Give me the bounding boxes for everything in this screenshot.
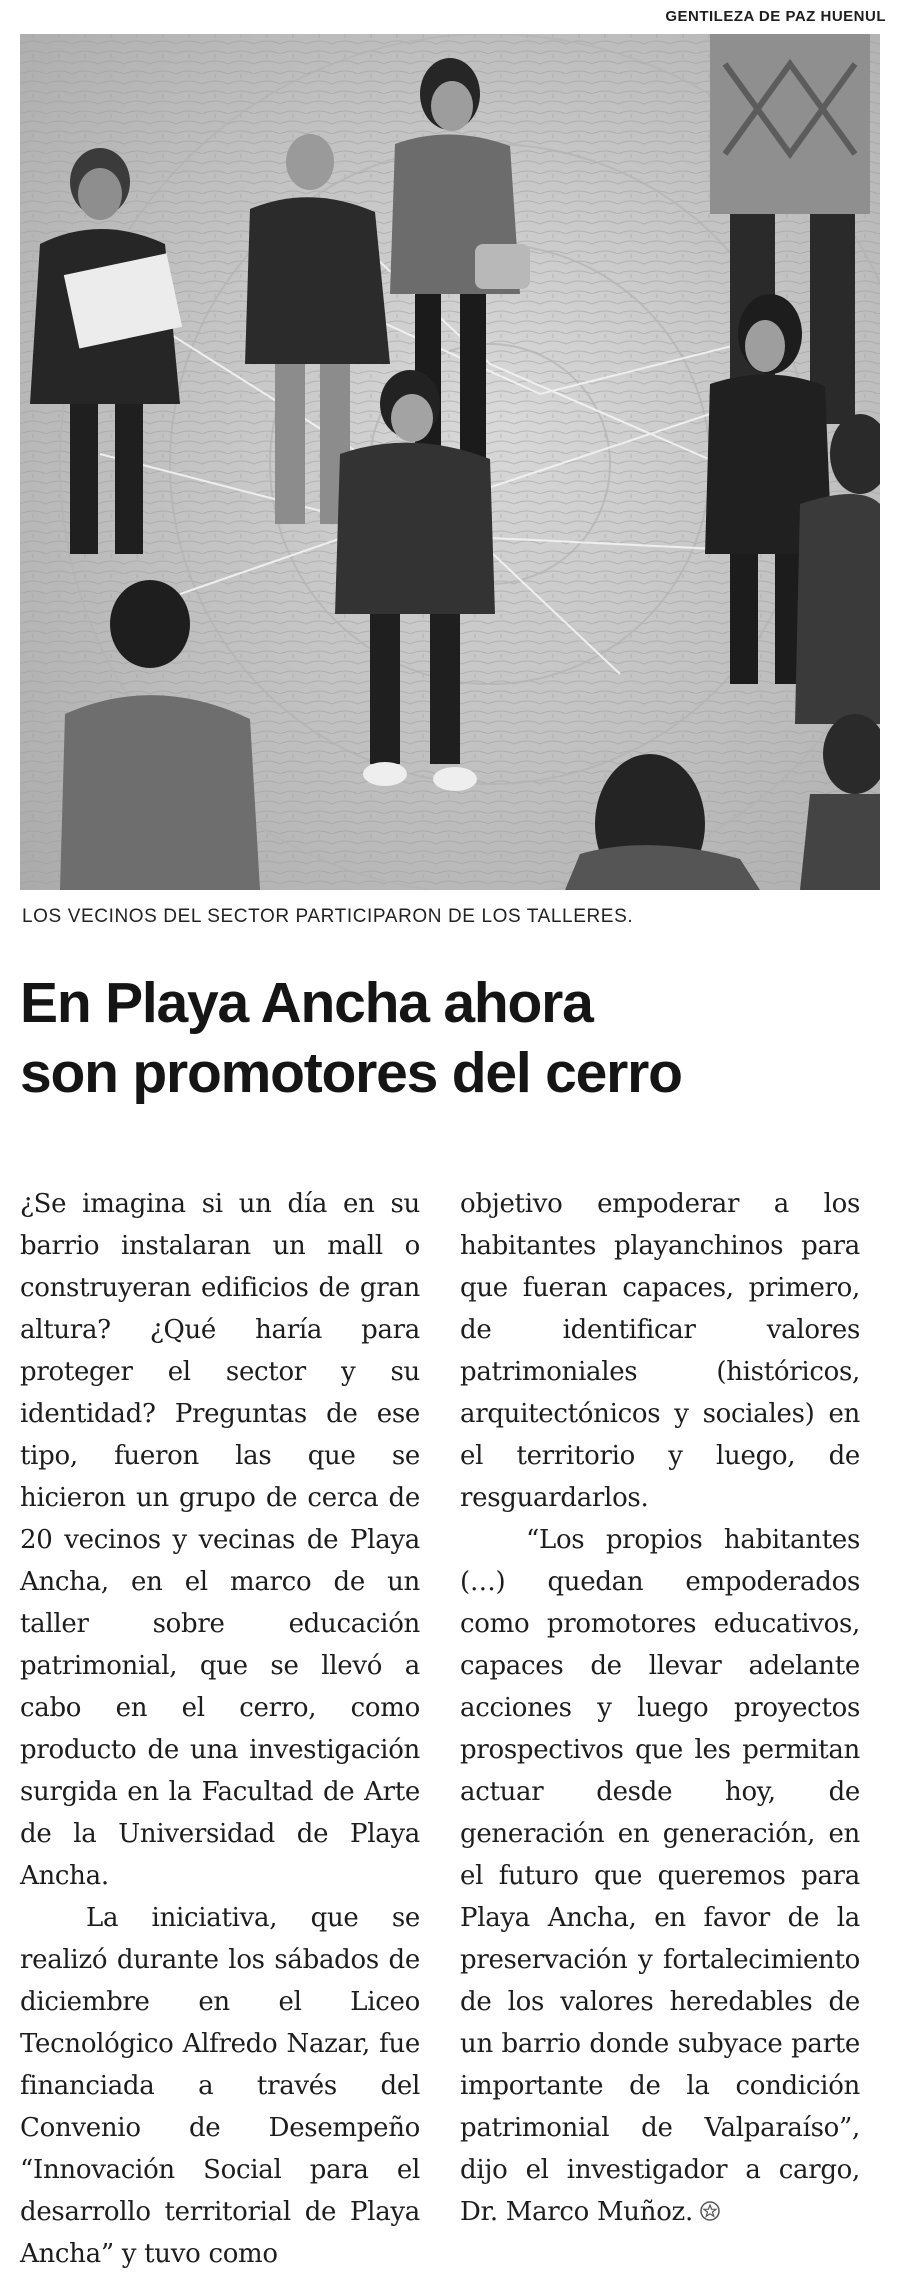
photo-credit: GENTILEZA DE PAZ HUENUL	[665, 8, 886, 25]
article-paragraph-4-text: “Los propios habitantes (…) quedan empoderados como promotores educativos, capaces de llevar adelante acciones y luego proyectos prospectivos que les permitan actuar desde hoy, de generación en generación, en el futuro que queremos para Playa Ancha, en favor de la preservación y fortalecimiento de los valores heredables de un barrio donde subyace parte importante de la condición patrimonial de Valparaíso”, dijo el investigador a cargo, Dr. Marco Muñoz.	[460, 1525, 860, 2227]
headline-line-2: son promotores del cerro	[20, 1041, 682, 1105]
headline-line-1: En Playa Ancha ahora	[20, 971, 593, 1035]
article-column-left	[20, 1183, 420, 2275]
article-paragraph-3: objetivo empoderar a los habitantes playanchinos para que fueran capaces, primero, de identificar valores patrimoniales (históricos, arquitectónicos y sociales) en el territorio y luego, de resguardarlos.	[460, 1189, 860, 1513]
photo-caption: LOS VECINOS DEL SECTOR PARTICIPARON DE LOS TALLERES.	[22, 906, 634, 927]
headline	[20, 968, 890, 1108]
article-column-right	[460, 1183, 860, 2233]
end-mark-icon	[699, 2200, 721, 2222]
workshop-photo	[20, 34, 880, 890]
article-paragraph-4	[460, 1519, 860, 2233]
article-paragraph-2: La iniciativa, que se realizó durante los sábados de diciembre en el Liceo Tecnológico Alfredo Nazar, fue financiada a través del Convenio de Desempeño “Innovación Social para el desarrollo territorial de Playa Ancha” y tuvo como	[20, 1903, 420, 2269]
article-paragraph-1: ¿Se imagina si un día en su barrio instalaran un mall o construyeran edificios de gran altura? ¿Qué haría para proteger el sector y su identidad? Preguntas de ese tipo, fueron las que se hicieron un grupo de cerca de 20 vecinos y vecinas de Playa Ancha, en el marco de un taller sobre educación patrimonial, que se llevó a cabo en el cerro, como producto de una investigación surgida en la Facultad de Arte de la Universidad de Playa Ancha.	[20, 1189, 420, 1891]
